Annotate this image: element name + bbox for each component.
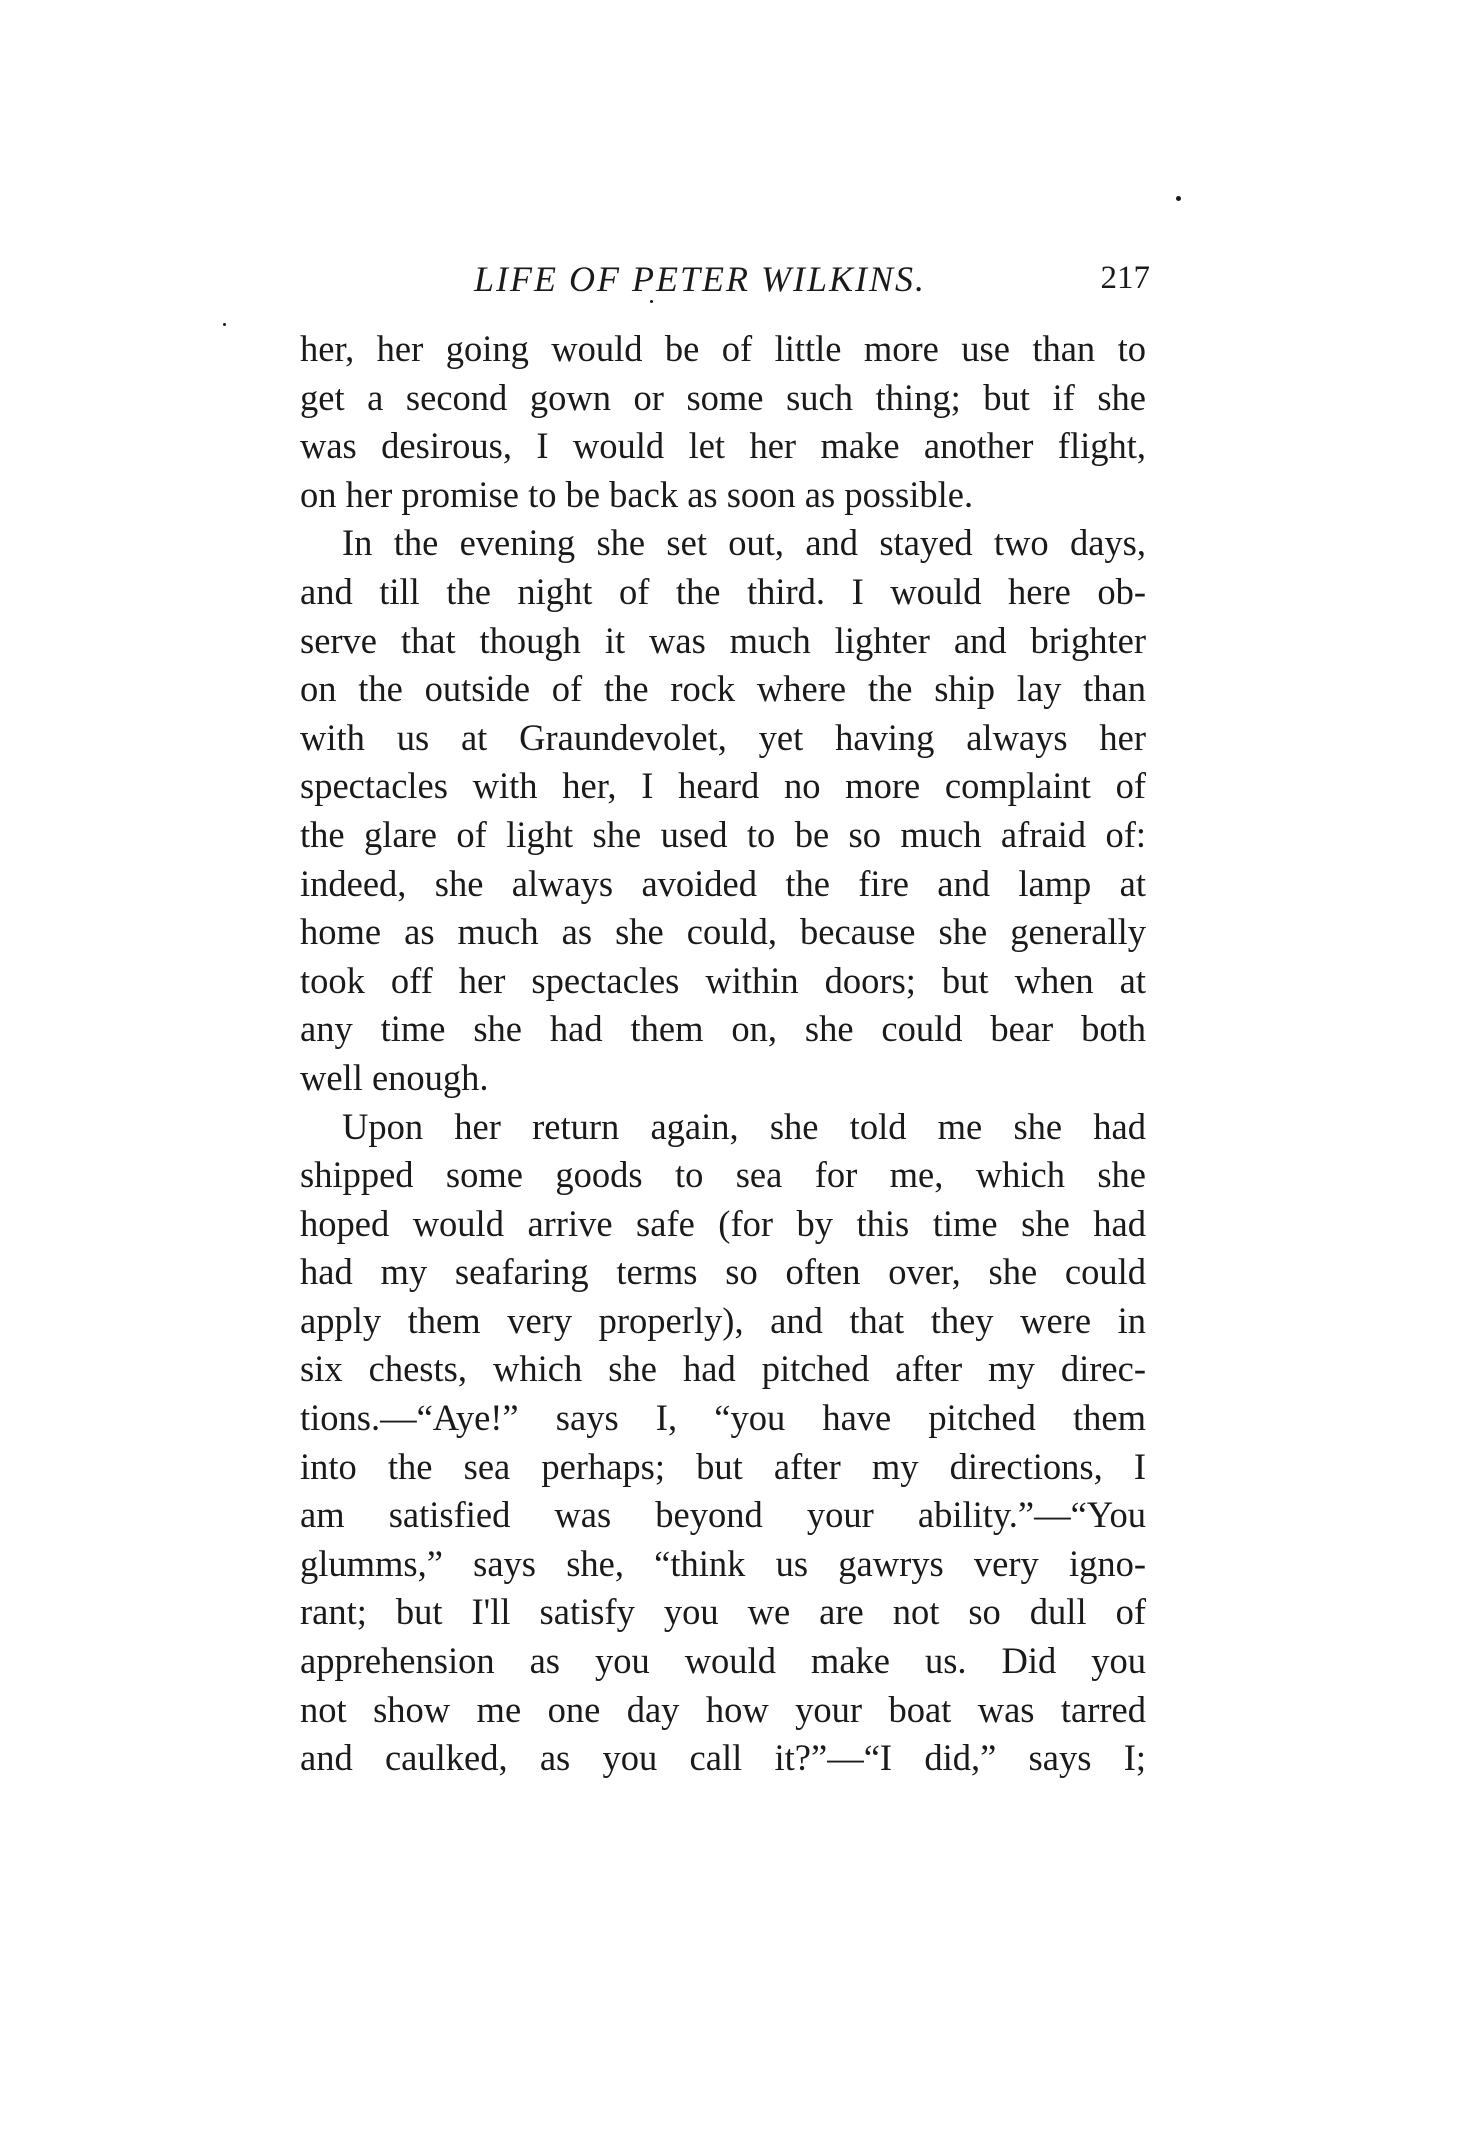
text-line: indeed, she always avoided the fire and lamp at [300,862,1146,904]
text-line: well enough. [300,1056,489,1098]
print-speck [223,323,226,326]
text-line: on the outside of the rock where the ship lay than [300,668,1146,710]
text-line: glumms,” says she, “think us gawrys very igno- [300,1542,1146,1584]
text-line: rant; but I'll satisfy you we are not so dull of [300,1591,1146,1633]
text-line: apply them very properly), and that they were in [300,1299,1146,1341]
text-line: had my seafaring terms so often over, she could [300,1251,1146,1293]
running-head [300,258,1160,308]
body-text [300,325,1146,1783]
text-line: tions.—“Aye!” says I, “you have pitched them [300,1397,1146,1439]
text-line: hoped would arrive safe (for by this time she had [300,1202,1146,1244]
page-number: 217 [1100,260,1150,296]
text-line: into the sea perhaps; but after my directions, I [300,1445,1146,1487]
running-title: LIFE OF PETER WILKINS. [474,259,926,299]
text-line: get a second gown or some such thing; but if she [300,376,1146,418]
text-line: any time she had them on, she could bear both [300,1008,1146,1050]
text-line: apprehension as you would make us. Did you [300,1640,1146,1682]
text-line: am satisfied was beyond your ability.”—“You [300,1494,1146,1536]
text-line: on her promise to be back as soon as possible. [300,473,974,515]
text-line: home as much as she could, because she generally [300,911,1146,953]
text-line: six chests, which she had pitched after my direc- [300,1348,1146,1390]
text-line: her, her going would be of little more use than to [300,328,1146,369]
text-line: In the evening she set out, and stayed two days, [342,522,1146,564]
text-line: Upon her return again, she told me she had [342,1105,1146,1147]
text-line: and till the night of the third. I would here ob- [300,570,1146,612]
text-line: shipped some goods to sea for me, which she [300,1154,1146,1196]
text-line: was desirous, I would let her make another flight, [300,425,1146,467]
text-line: not show me one day how your boat was tarred [300,1688,1146,1730]
text-line: and caulked, as you call it?”—“I did,” says I; [300,1737,1146,1779]
print-speck [1176,196,1181,201]
text-line: took off her spectacles within doors; but when at [300,959,1146,1001]
text-line: spectacles with her, I heard no more complaint of [300,765,1146,807]
text-line: serve that though it was much lighter and brighter [300,619,1146,661]
text-line: with us at Graundevolet, yet having always her [300,716,1146,758]
text-line: the glare of light she used to be so much afraid of: [300,813,1146,855]
